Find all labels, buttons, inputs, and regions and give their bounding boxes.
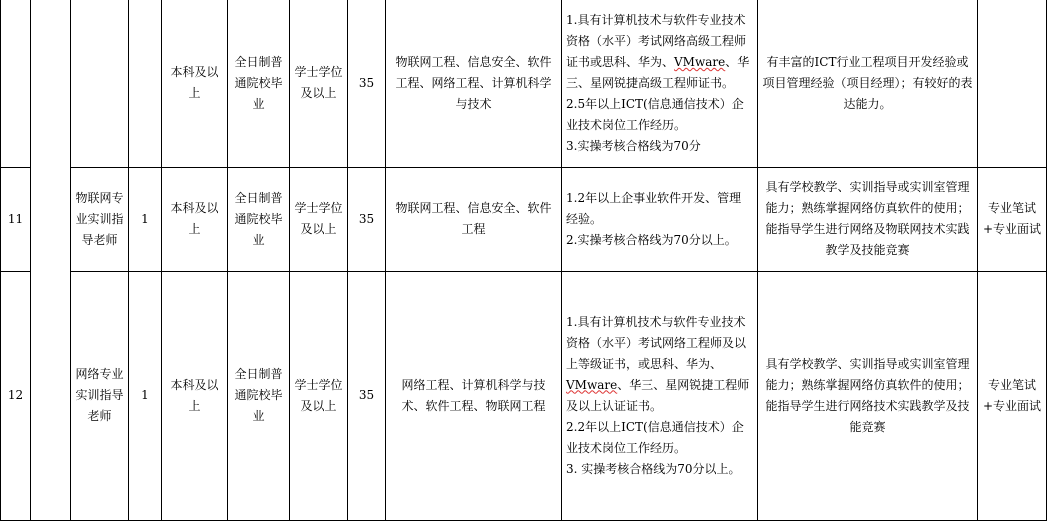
requirements-cell	[562, 271, 758, 520]
education-cell: 本科及以上	[162, 0, 228, 167]
major-cell: 物联网工程、信息安全、软件工程	[386, 167, 562, 271]
education-cell: 本科及以上	[162, 271, 228, 520]
other-requirements-cell: 具有学校教学、实训指导或实训室管理能力；熟练掌握网络仿真软件的使用；能指导学生进行网络技术实践教学及技能竞赛	[758, 271, 978, 520]
requirements-cell	[562, 167, 758, 271]
position-name	[71, 0, 129, 167]
position-count: 1	[129, 167, 162, 271]
position-count	[129, 0, 162, 167]
study-form-cell: 全日制普通院校毕业	[228, 271, 290, 520]
degree-cell: 学士学位及以上	[290, 271, 348, 520]
requirement-item: 3.实操考核合格线为70分	[566, 138, 701, 153]
study-form-cell: 全日制普通院校毕业	[228, 167, 290, 271]
position-name: 网络专业实训指导老师	[71, 271, 129, 520]
degree-cell: 学士学位及以上	[290, 167, 348, 271]
table-row	[1, 271, 1047, 520]
row-number: 12	[1, 271, 31, 520]
major-cell: 网络工程、计算机科学与技术、软件工程、物联网工程	[386, 271, 562, 520]
study-form-cell: 全日制普通院校毕业	[228, 0, 290, 167]
other-requirements-cell: 有丰富的ICT行业工程项目开发经验或项目管理经验（项目经理）；有较好的表达能力。	[758, 0, 978, 167]
requirement-item: 3. 实操考核合格线为70分以上。	[566, 461, 741, 476]
other-requirements-cell: 具有学校教学、实训指导或实训室管理能力；熟练掌握网络仿真软件的使用；能指导学生进行网络及物联网技术实践教学及技能竞赛	[758, 167, 978, 271]
age-cell: 35	[348, 0, 386, 167]
table-row	[1, 167, 1047, 271]
position-count: 1	[129, 271, 162, 520]
exam-method-cell	[978, 0, 1047, 167]
row-number: 11	[1, 167, 31, 271]
requirement-item: 1.具有计算机技术与软件专业技术资格（水平）考试网络高级工程师证书或思科、华为、VMware、华三、星网锐捷高级工程师证书。	[566, 12, 750, 90]
requirement-item: 2.2年以上ICT(信息通信技术）企业技术岗位工作经历。	[566, 419, 744, 455]
degree-cell: 学士学位及以上	[290, 0, 348, 167]
vmware-text: VMware	[566, 377, 618, 392]
requirement-item: 2.5年以上ICT(信息通信技术）企业技术岗位工作经历。	[566, 96, 744, 132]
age-cell: 35	[348, 271, 386, 520]
row-number	[1, 0, 31, 167]
requirement-item: 1.2年以上企事业软件开发、管理经验。	[566, 190, 742, 226]
position-name: 物联网专业实训指导老师	[71, 167, 129, 271]
education-cell: 本科及以上	[162, 167, 228, 271]
vmware-text: VMware	[674, 54, 726, 69]
requirement-item: 1.具有计算机技术与软件专业技术资格（水平）考试网络工程师及以上等级证书，或思科、华为、VMware、华三、星网锐捷工程师及以上认证证书。	[566, 314, 750, 413]
requirements-cell	[562, 0, 758, 167]
requirement-item: 2.实操考核合格线为70分以上。	[566, 232, 737, 247]
merged-category-cell	[31, 0, 71, 520]
table-row	[1, 0, 1047, 167]
age-cell: 35	[348, 167, 386, 271]
exam-method-cell: 专业笔试+专业面试	[978, 167, 1047, 271]
exam-method-cell: 专业笔试+专业面试	[978, 271, 1047, 520]
major-cell: 物联网工程、信息安全、软件工程、网络工程、计算机科学与技术	[386, 0, 562, 167]
